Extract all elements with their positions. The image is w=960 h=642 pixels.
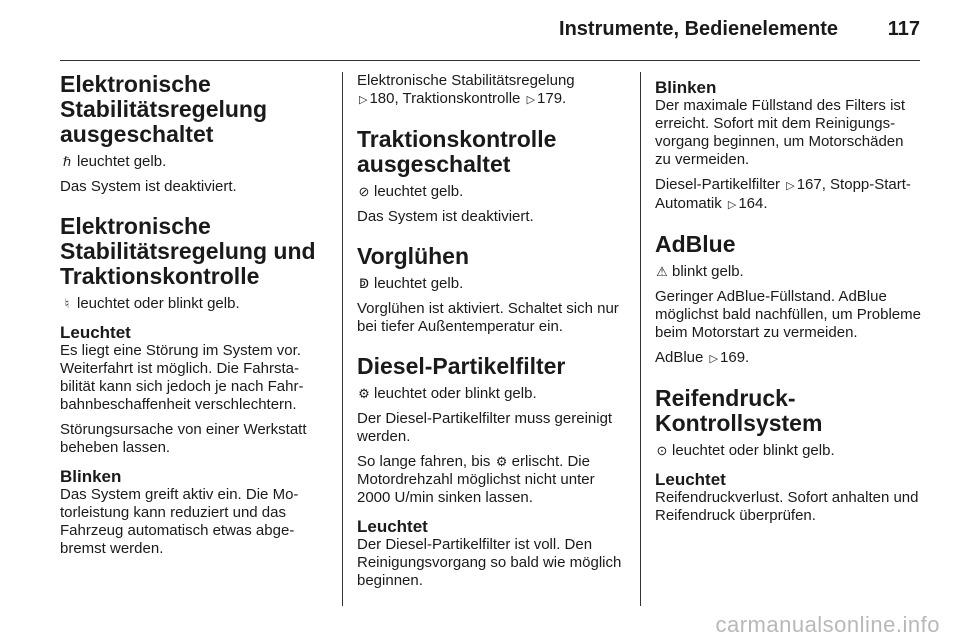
lit-dpf-description: Der Diesel-Partikelfilter ist voll. Den Reinigungsvorgang so bald wie möglich beginnen. (357, 536, 622, 589)
heading-tpms: Reifendruck-Kontrollsystem (655, 385, 823, 436)
esp-off-lamp-text: ℏ leuchtet gelb. (60, 153, 328, 171)
lit-description: Es liegt eine Störung im System vor. Weiterfahrt ist möglich. Die Fahrstabilität kann sich jedoch je nach Fahrbahnbeschaffenheit verschlechtern. (60, 342, 304, 413)
header-divider (60, 60, 920, 61)
particle-filter-icon: ⚙ (495, 454, 508, 469)
adblue-description: Geringer AdBlue-Füllstand. AdBlue möglichst bald nachfüllen, um Probleme beim Motorstart zu vermeiden. (655, 288, 921, 341)
column-divider-2 (640, 72, 641, 606)
heading-lit-tpms: Leuchtet (655, 470, 726, 489)
dpf-lamp-text: ⚙ leuchtet oder blinkt gelb. (358, 385, 537, 402)
column-2 (357, 72, 625, 597)
heading-esp-off: Elektronische Stabilitätsregelung ausgeschaltet (60, 71, 268, 147)
section-title: Instrumente, Bedienelemente (559, 18, 838, 40)
tc-off-warning-icon: ⊘ (358, 184, 370, 199)
tire-pressure-icon: ⊙ (656, 443, 668, 458)
lit-description-2: Störungsursache von einer Werkstatt beheben lassen. (60, 421, 307, 456)
tpms-lamp-text: ⊙ leuchtet oder blinkt gelb. (656, 442, 835, 459)
esp-off-description: Das System ist deaktiviert. (60, 178, 237, 195)
column-1 (60, 72, 328, 565)
dpf-description: Der Diesel-Partikelfilter muss gereinigt werden. (357, 410, 613, 445)
blink-description: Das System greift aktiv ein. Die Motorleistung kann reduziert und das Fahrzeug automatisch etwas abgebremst werden. (60, 486, 299, 557)
reference-arrow-icon: ▷ (709, 353, 719, 365)
adblue-warning-icon: ⚠ (656, 264, 668, 279)
column-divider-1 (342, 72, 343, 606)
dpf-reference: Diesel-Partikelfilter ▷ 167, Stopp-Start-Automatik ▷ 164. (655, 176, 911, 212)
glow-plug-icon: ↁ (358, 276, 369, 291)
glow-description: Vorglühen ist aktiviert. Schaltet sich nur bei tiefer Außentemperatur ein. (357, 300, 619, 335)
heading-esp-tc: Elektronische Stabilitätsregelung und Traktionskontrolle (60, 213, 316, 289)
esp-off-warning-icon: ℏ (62, 154, 72, 169)
reference-arrow-icon: ▷ (786, 180, 795, 192)
page-number: 117 (887, 18, 920, 40)
heading-lit: Leuchtet (60, 323, 131, 342)
adblue-reference: AdBlue ▷ 169. (655, 349, 750, 366)
esp-tc-lamp-text: ♮ leuchtet oder blinkt gelb. (60, 295, 328, 313)
blink-dpf-description: Der maximale Füllstand des Filters ist erreicht. Sofort mit dem Reinigungsvorgang beginnen, um Motorschäden zu vermeiden. (655, 97, 906, 168)
esp-tc-warning-icon: ♮ (64, 296, 70, 311)
heading-lit-dpf: Leuchtet (357, 517, 428, 536)
heading-blink: Blinken (60, 467, 122, 486)
reference-arrow-icon: ▷ (727, 199, 737, 211)
heading-adblue: AdBlue (655, 231, 736, 257)
dpf-description-2: So lange fahren, bis ⚙ erlischt. Die Motordrehzahl möglichst nicht unter 2000 U/min sinken lassen. (357, 453, 595, 506)
adblue-lamp-text: ⚠ blinkt gelb. (656, 263, 744, 280)
tc-off-description: Das System ist deaktiviert. (357, 208, 534, 225)
heading-dpf: Diesel-Partikelfilter (357, 353, 566, 379)
tc-off-lamp-text: ⊘ leuchtet gelb. (358, 183, 464, 200)
reference-arrow-icon: ▷ (359, 94, 368, 106)
lit-tpms-description: Reifendruckverlust. Sofort anhalten und Reifendruck überprüfen. (655, 489, 919, 524)
glow-lamp-text: ↁ leuchtet gelb. (358, 275, 464, 292)
page-header (0, 18, 920, 48)
reference-arrow-icon: ▷ (526, 94, 536, 106)
watermark: carmanualsonline.info (715, 612, 940, 637)
heading-glow: Vorglühen (357, 243, 470, 269)
particle-filter-icon: ⚙ (358, 386, 370, 401)
heading-tc-off: Traktionskontrolle ausgeschaltet (357, 126, 557, 177)
column-3 (655, 72, 923, 532)
heading-blink-dpf: Blinken (655, 78, 717, 97)
esp-tc-reference: Elektronische Stabilitätsregelung ▷ 180, Traktionskontrolle ▷ 179. (357, 72, 575, 107)
